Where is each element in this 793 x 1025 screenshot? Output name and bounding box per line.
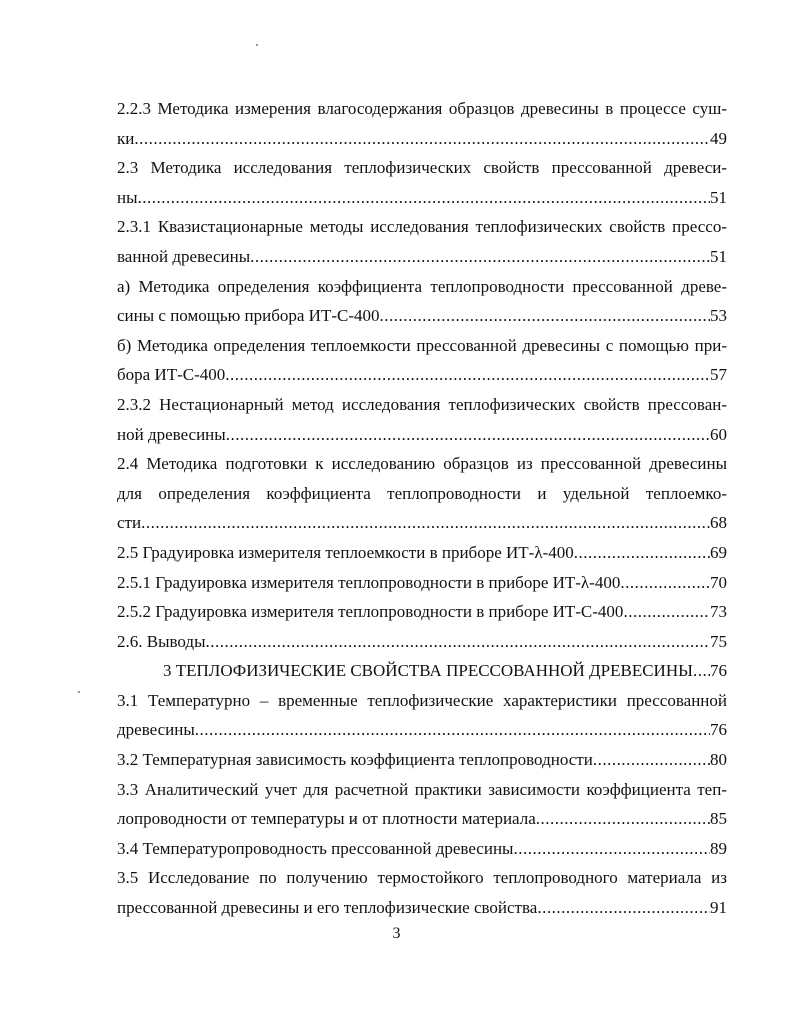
toc-entry <box>117 863 727 922</box>
toc-page-ref: 76 <box>710 720 727 740</box>
toc-page-ref: 91 <box>710 898 727 918</box>
toc-entry <box>117 686 727 745</box>
dot-leader <box>620 568 710 598</box>
toc-entry <box>117 775 727 834</box>
toc-page-ref: 60 <box>710 424 727 444</box>
toc-page-ref: 49 <box>710 128 727 148</box>
toc-entry-title: 3.4 Температуропроводность прессованной древесины <box>117 838 514 858</box>
page-number: 3 <box>392 925 401 942</box>
toc-entry <box>117 538 727 568</box>
toc-entry <box>117 568 727 598</box>
toc-entry <box>117 745 727 775</box>
toc-entry-leader-line <box>117 360 727 390</box>
toc-entry-title: 3.2 Температурная зависимость коэффициента теплопроводности <box>117 750 593 770</box>
toc-entry-title: 2.5 Градуировка измерителя теплоемкости в приборе ИТ-λ-400 <box>117 542 574 562</box>
toc-entry-leader-line <box>117 745 727 775</box>
toc-page-ref: 51 <box>710 246 727 266</box>
toc-entry-title: ной древесины <box>117 424 226 444</box>
toc-entry-title: ны <box>117 187 138 207</box>
table-of-contents <box>117 94 727 923</box>
toc-page-ref: 57 <box>710 365 727 385</box>
toc-entry-line: 2.4 Методика подготовки к исследованию образцов из прессованной древесины <box>117 454 727 474</box>
dot-leader <box>693 656 710 686</box>
toc-page-ref: 80 <box>710 750 727 770</box>
toc-entry-leader-line <box>117 242 727 272</box>
toc-entry-line: 2.3.2 Нестационарный метод исследования теплофизических свойств прессован- <box>117 394 727 414</box>
toc-entry <box>117 94 727 153</box>
toc-page-ref: 68 <box>710 513 727 533</box>
toc-entry-leader-line <box>117 124 727 154</box>
toc-entry-title: ванной древесины <box>117 246 251 266</box>
toc-page-ref: 51 <box>710 187 727 207</box>
toc-entry-leader-line <box>117 893 727 923</box>
toc-entry-title: ки <box>117 128 135 148</box>
toc-entry <box>117 627 727 657</box>
toc-entry-title: 2.5.2 Градуировка измерителя теплопроводности в приборе ИТ-С-400 <box>117 602 624 622</box>
toc-entry-line: 3.1 Температурно – временные теплофизические характеристики прессованной <box>117 690 727 710</box>
dot-leader <box>226 420 710 450</box>
dot-leader <box>250 242 710 272</box>
toc-entry-line: 3.5 Исследование по получению термостойкого теплопроводного материала из <box>117 868 727 888</box>
toc-entry-leader-line <box>117 834 727 864</box>
toc-entry-leader-line <box>117 804 727 834</box>
toc-entry-leader-line <box>117 538 727 568</box>
toc-entry-title: прессованной древесины и его теплофизические свойства <box>117 898 538 918</box>
toc-page-ref: 69 <box>710 542 727 562</box>
toc-chapter-entry <box>117 656 727 686</box>
toc-entry-title: сти <box>117 513 142 533</box>
toc-entry-line: а) Методика определения коэффициента теплопроводности прессованной древе- <box>117 276 727 296</box>
dot-leader <box>225 360 710 390</box>
toc-entry-title: 3 ТЕПЛОФИЗИЧЕСКИЕ СВОЙСТВА ПРЕССОВАННОЙ ДРЕВЕСИНЫ <box>163 661 693 681</box>
toc-entry-line: для определения коэффициента теплопроводности и удельной теплоемко- <box>117 483 727 503</box>
toc-entry <box>117 331 727 390</box>
toc-entry <box>117 597 727 627</box>
toc-page-ref: 76 <box>710 661 727 681</box>
toc-entry-leader-line <box>117 715 727 745</box>
toc-entry-line: 2.3 Методика исследования теплофизических свойств прессованной древеси- <box>117 158 727 178</box>
toc-entry-title: древесины <box>117 720 195 740</box>
toc-entry-line: б) Методика определения теплоемкости прессованной древесины с помощью при- <box>117 335 727 355</box>
toc-entry-title: 2.6. Выводы <box>117 631 206 651</box>
dot-leader <box>195 715 710 745</box>
toc-entry-leader-line <box>117 597 727 627</box>
dot-leader <box>513 834 710 864</box>
dot-leader <box>380 301 711 331</box>
toc-entry-line: 2.2.3 Методика измерения влагосодержания образцов древесины в процессе суш- <box>117 99 727 118</box>
dot-leader <box>206 627 710 657</box>
dot-leader <box>536 804 710 834</box>
toc-page-ref: 73 <box>710 602 727 622</box>
toc-entry-line: 3.3 Аналитический учет для расчетной практики зависимости коэффициента теп- <box>117 779 727 799</box>
toc-entry-leader-line <box>117 508 727 538</box>
toc-entry <box>117 834 727 864</box>
toc-entry-leader-line <box>117 183 727 213</box>
toc-entry <box>117 153 727 212</box>
dot-leader <box>134 124 710 154</box>
dot-leader <box>537 893 710 923</box>
toc-entry <box>117 449 727 538</box>
toc-entry-leader-line <box>117 627 727 657</box>
toc-entry-title: лопроводности от температуры и от плотности материала <box>117 809 536 829</box>
toc-entry-leader-line <box>117 568 727 598</box>
dot-leader <box>593 745 710 775</box>
toc-entry-leader-line <box>117 301 727 331</box>
dot-leader <box>623 597 710 627</box>
toc-page-ref: 70 <box>710 572 727 592</box>
toc-entry-title: 2.5.1 Градуировка измерителя теплопроводности в приборе ИТ-λ-400 <box>117 572 621 592</box>
toc-page-ref: 89 <box>710 838 727 858</box>
toc-entry-leader-line <box>163 656 727 686</box>
toc-page-ref: 85 <box>710 809 727 829</box>
scan-speck <box>78 691 80 693</box>
dot-leader <box>574 538 710 568</box>
toc-entry <box>117 212 727 271</box>
toc-entry-title: сины с помощью прибора ИТ-С-400 <box>117 306 380 326</box>
toc-entry-line: 2.3.1 Квазистационарные методы исследования теплофизических свойств прессо- <box>117 217 727 237</box>
dot-leader <box>138 183 710 213</box>
toc-entry-title: бора ИТ-С-400 <box>117 365 226 385</box>
dot-leader <box>141 508 710 538</box>
scan-speck <box>256 44 258 46</box>
toc-entry-leader-line <box>117 420 727 450</box>
toc-page-ref: 53 <box>710 306 727 326</box>
toc-page-ref: 75 <box>710 631 727 651</box>
toc-entry <box>117 390 727 449</box>
toc-entry <box>117 272 727 331</box>
